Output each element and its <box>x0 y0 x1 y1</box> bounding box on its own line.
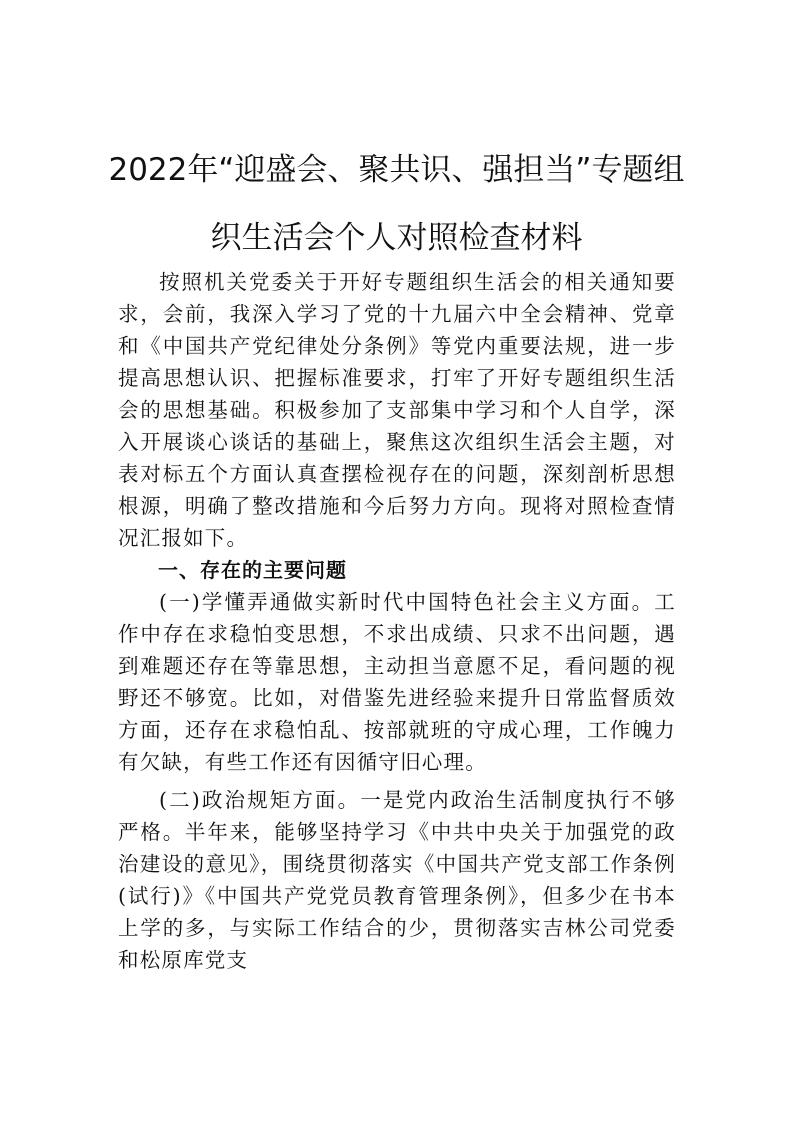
problem-item-1: (一)学懂弄通做实新时代中国特色社会主义方面。工作中存在求稳怕变思想，不求出成绩、只求不出问题，遇到难题还存在等靠思想，主动担当意愿不足，看问题的视野还不够宽。比如，对借鉴先进经验来提升日常监督质效方面，还存在求稳怕乱、按部就班的守成心理，工作魄力有欠缺，有些工作还有因循守旧心理。 <box>118 590 676 774</box>
intro-paragraph: 按照机关党委关于开好专题组织生活会的相关通知要求，会前，我深入学习了党的十九届六中全会精神、党章和《中国共产党纪律处分条例》等党内重要法规，进一步提高思想认识、把握标准要求，打牢了开好专题组织生活会的思想基础。积极参加了支部集中学习和个人自学，深入开展谈心谈话的基础上，聚焦这次组织生活会主题，对表对标五个方面认真查摆检视存在的问题，深刻剖析思想根源，明确了整改措施和今后努力方向。现将对照检查情况汇报如下。 <box>118 270 676 550</box>
problem-item-2: (二)政治规矩方面。一是党内政治生活制度执行不够严格。半年来，能够坚持学习《中共中央关于加强党的政治建设的意见》，围绕贯彻落实《中国共产党支部工作条例(试行)》《中国共产党党员教育管理条例》，但多少在书本上学的多，与实际工作结合的少，贯彻落实吉林公司党委和松原库党支 <box>118 788 676 972</box>
document-body <box>118 266 676 976</box>
section-heading-problems: 一、存在的主要问题 <box>158 558 347 582</box>
document-title-line1: 2022年“迎盛会、聚共识、强担当”专题组 <box>108 152 685 188</box>
document-title-line2: 织生活会个人对照检查材料 <box>210 220 583 256</box>
